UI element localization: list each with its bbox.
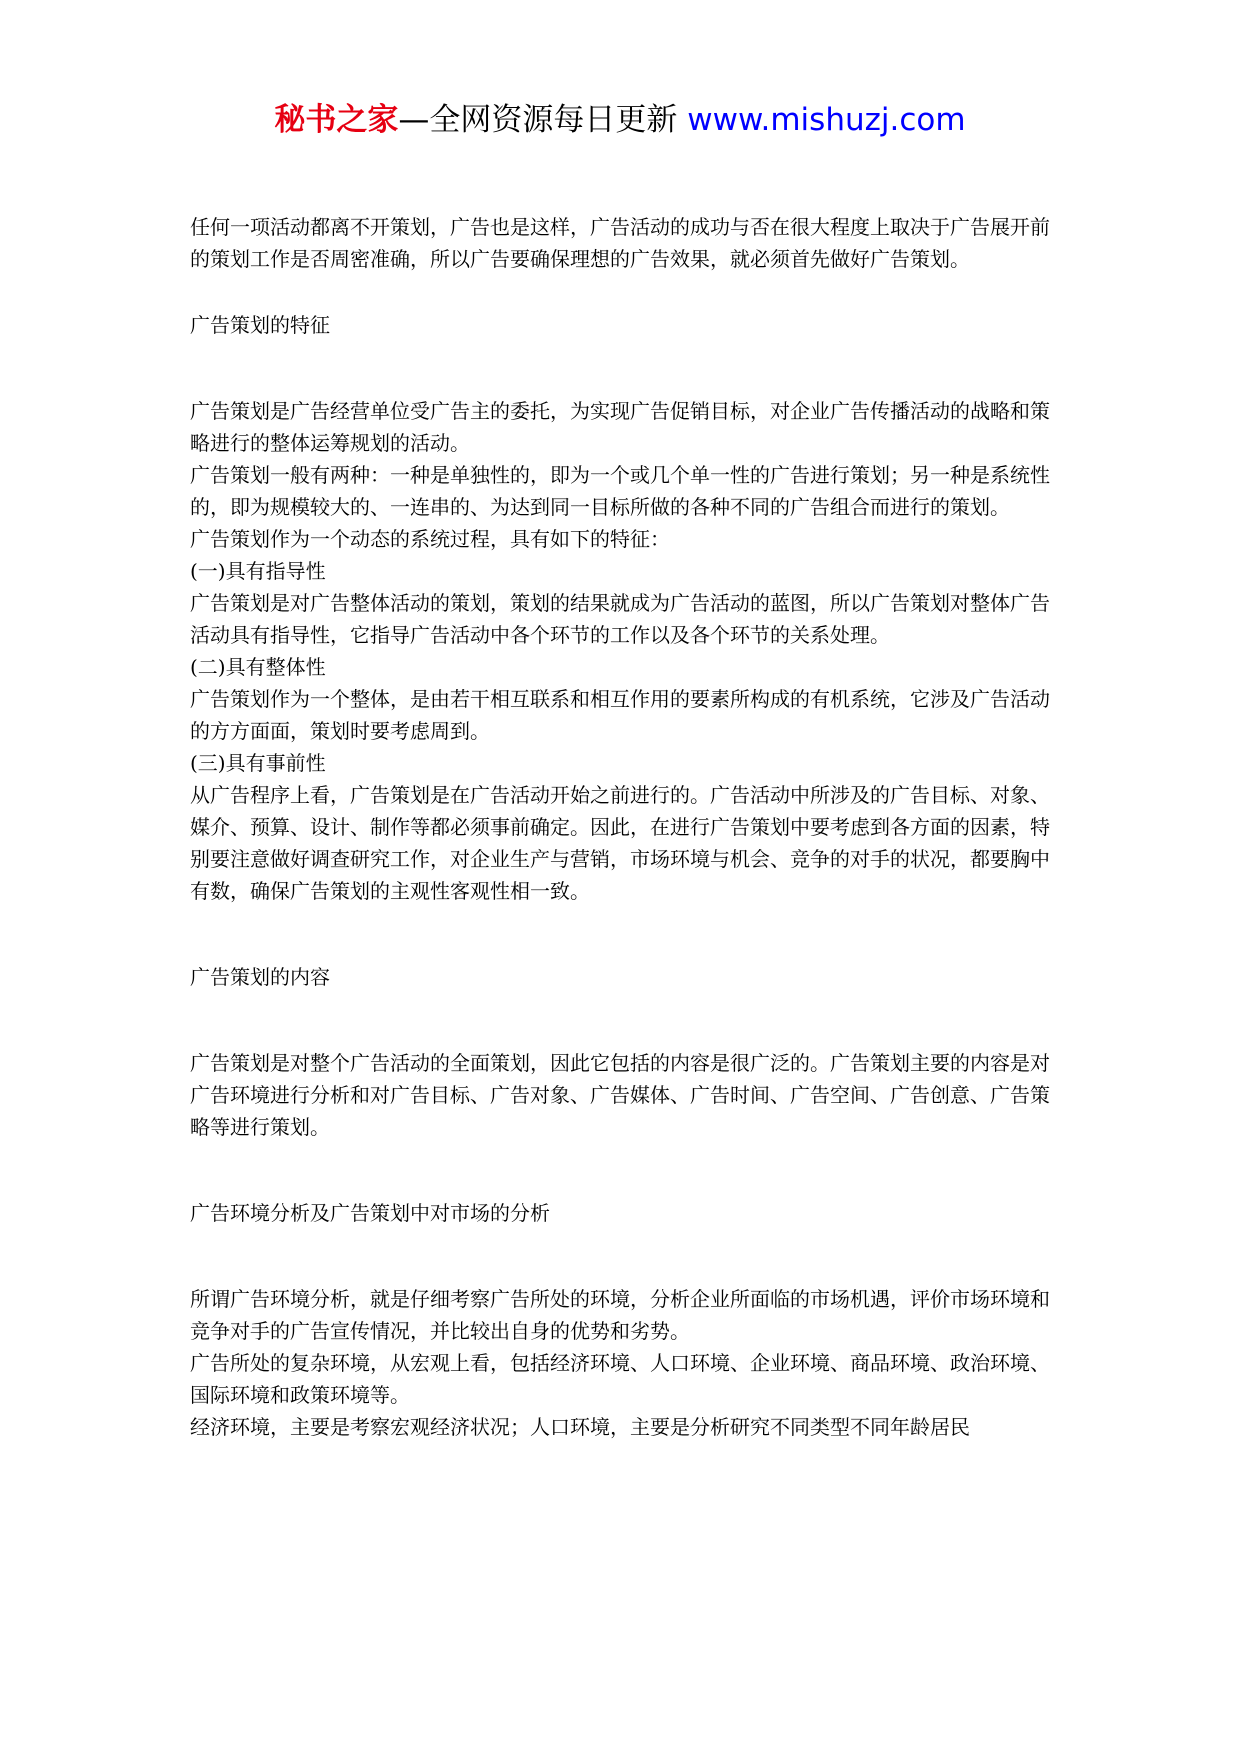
paragraph: 广告策划是对整个广告活动的全面策划，因此它包括的内容是很广泛的。广告策划主要的内容是对广告环境进行分析和对广告目标、广告对象、广告媒体、广告时间、广告空间、广告创意、广告策略等进行策划。 xyxy=(190,1051,1050,1139)
paragraph: 广告所处的复杂环境，从宏观上看，包括经济环境、人口环境、企业环境、商品环境、政治环境、国际环境和政策环境等。 xyxy=(190,1351,1050,1407)
intro-paragraph: 任何一项活动都离不开策划，广告也是这样，广告活动的成功与否在很大程度上取决于广告展开前的策划工作是否周密准确，所以广告要确保理想的广告效果，就必须首先做好广告策划。 xyxy=(190,215,1050,271)
site-url-link[interactable]: www.mishuzj.com xyxy=(687,102,966,138)
document-body xyxy=(190,211,1060,1443)
paragraph: 经济环境，主要是考察宏观经济状况；人口环境，主要是分析研究不同类型不同年龄居民 xyxy=(190,1415,970,1439)
paragraph: 广告策划作为一个整体，是由若干相互联系和相互作用的要素所构成的有机系统，它涉及广告活动的方方面面，策划时要考虑周到。 xyxy=(190,687,1050,743)
paragraph: 广告策划一般有两种：一种是单独性的，即为一个或几个单一性的广告进行策划；另一种是系统性的，即为规模较大的、一连串的、为达到同一目标所做的各种不同的广告组合而进行的策划。 xyxy=(190,463,1050,519)
header-tagline: —全网资源每日更新 xyxy=(398,102,678,138)
paragraph: 所谓广告环境分析，就是仔细考察广告所处的环境，分析企业所面临的市场机遇，评价市场环境和竞争对手的广告宣传情况，并比较出自身的优势和劣势。 xyxy=(190,1287,1050,1343)
paragraph: 广告策划是广告经营单位受广告主的委托，为实现广告促销目标，对企业广告传播活动的战略和策略进行的整体运筹规划的活动。 xyxy=(190,399,1050,455)
paragraph: 广告策划是对广告整体活动的策划，策划的结果就成为广告活动的蓝图，所以广告策划对整体广告活动具有指导性，它指导广告活动中各个环节的工作以及各个环节的关系处理。 xyxy=(190,591,1050,647)
paragraph: 从广告程序上看，广告策划是在广告活动开始之前进行的。广告活动中所涉及的广告目标、对象、媒介、预算、设计、制作等都必须事前确定。因此，在进行广告策划中要考虑到各方面的因素，特别要注意做好调查研究工作，对企业生产与营销，市场环境与机会、竞争的对手的状况，都要胸中有数，确保广告策划的主观性客观性相一致。 xyxy=(190,783,1050,903)
section-heading-environment: 广告环境分析及广告策划中对市场的分析 xyxy=(190,1201,550,1225)
subheading: (三)具有事前性 xyxy=(190,751,326,775)
subheading: (一)具有指导性 xyxy=(190,559,326,583)
subheading: (二)具有整体性 xyxy=(190,655,326,679)
section-heading-content: 广告策划的内容 xyxy=(190,965,330,989)
section-heading-features: 广告策划的特征 xyxy=(190,313,330,337)
brand-name: 秘书之家 xyxy=(274,102,399,138)
paragraph: 广告策划作为一个动态的系统过程，具有如下的特征： xyxy=(190,527,670,551)
page-header xyxy=(0,100,1240,140)
